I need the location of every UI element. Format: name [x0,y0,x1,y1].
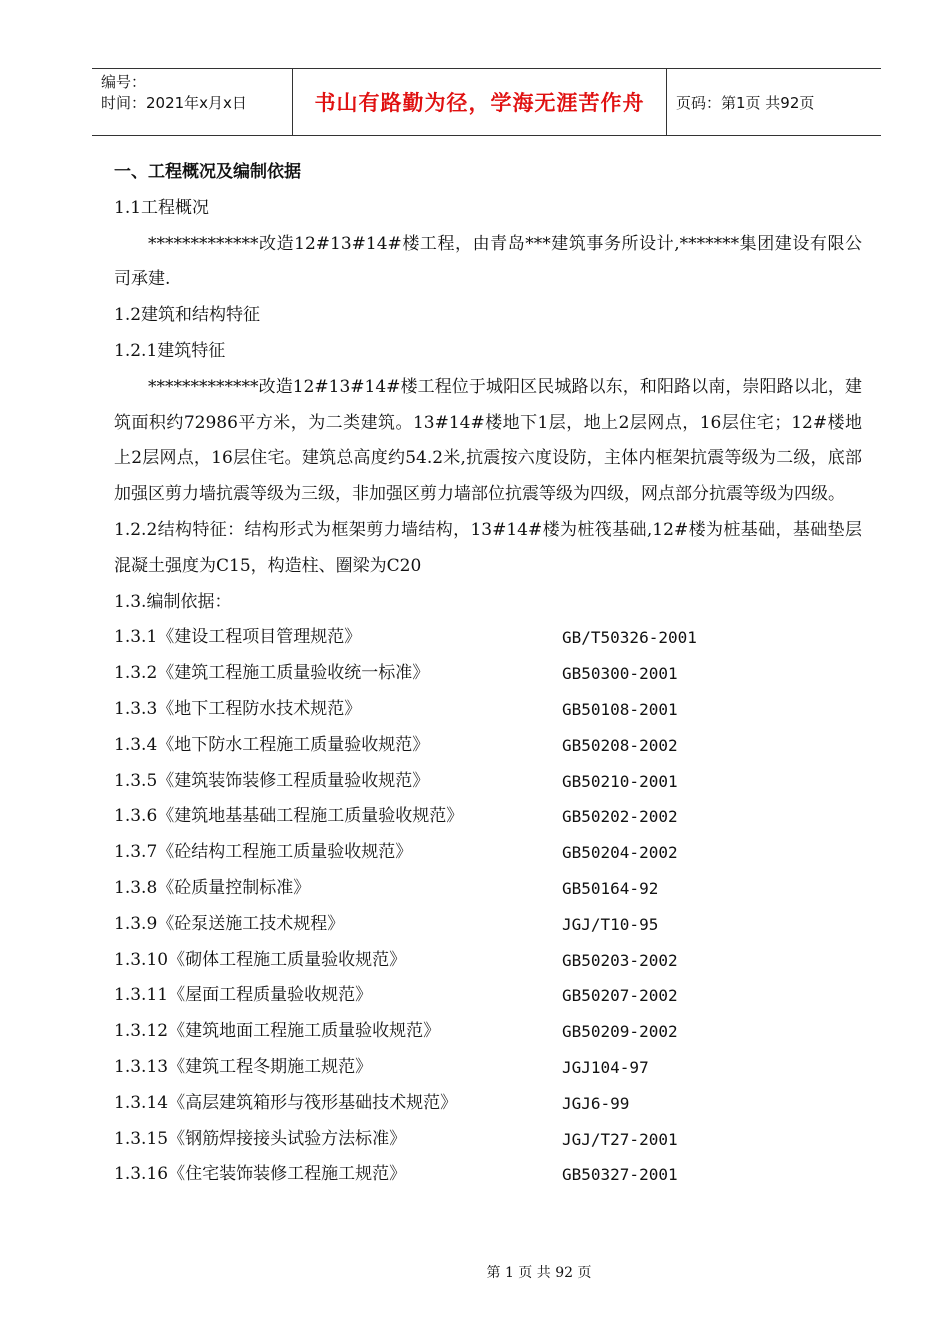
reference-title: 1.3.16《住宅装饰装修工程施工规范》 [114,1164,407,1185]
reference-item [114,764,862,800]
subsection-1-3: 1.3.编制依据： [114,591,232,612]
reference-title: 1.3.9《砼泵送施工技术规程》 [114,913,345,934]
motto-text: 书山有路勤为径，学海无涯苦作舟 [314,91,645,115]
subsection-1-2-1: 1.2.1建筑特征 [114,340,226,361]
subsection-1-2: 1.2建筑和结构特征 [114,305,261,326]
header-page-cell [667,69,881,135]
reference-title: 1.3.12《建筑地面工程施工质量验收规范》 [114,1021,441,1042]
reference-item [114,1086,862,1122]
reference-item [114,692,862,728]
reference-item [114,978,862,1014]
number-label: 编号： [101,73,147,91]
reference-title: 1.3.2《建筑工程施工质量验收统一标准》 [114,663,430,684]
header-motto-cell [293,69,667,135]
reference-item [114,943,862,979]
reference-item [114,1014,862,1050]
page-label: 页码：第1页 共92页 [676,93,815,112]
reference-code: GB50209-2002 [562,1022,678,1042]
header-meta-cell [92,69,293,135]
reference-code: GB50204-2002 [562,843,678,863]
reference-code: JGJ/T10-95 [562,914,659,934]
reference-title: 1.3.11《屋面工程质量验收规范》 [114,985,373,1006]
reference-item [114,871,862,907]
reference-item [114,728,862,764]
reference-item [114,1122,862,1158]
reference-title: 1.3.7《砼结构工程施工质量验收规范》 [114,842,413,863]
time-label: 时间：2021年x月x日 [101,94,247,112]
document-body [114,155,862,1193]
document-header [92,68,881,136]
reference-title: 1.3.13《建筑工程冬期施工规范》 [114,1056,373,1077]
paragraph-building-features: *************改造12#13#14#楼工程位于城阳区民城路以东，和阳路以南，崇阳路以北，建筑面积约72986平方米，为二类建筑。13#14#楼地下1层，地上2层网点，16层住宅；12#楼地上2层网点，16层住宅。建筑总高度约54.2米,抗震按六度设防，主体内框架抗震等级为二级，底部加强区剪力墙抗震等级为三级，非加强区剪力墙部位抗震等级为四级，网点部分抗震等级为四级。 [114,376,862,505]
reference-code: GB50108-2001 [562,699,678,719]
reference-item [114,620,862,656]
reference-code: GB50207-2002 [562,986,678,1006]
reference-code: GB50210-2001 [562,771,678,791]
reference-item [114,835,862,871]
reference-code: JGJ104-97 [562,1057,649,1077]
reference-title: 1.3.5《建筑装饰装修工程质量验收规范》 [114,770,430,791]
paragraph-structure-features: 1.2.2结构特征：结构形式为框架剪力墙结构，13#14#楼为桩筏基础,12#楼为桩基础，基础垫层混凝土强度为C15，构造柱、圈梁为C20 [114,519,862,576]
reference-title: 1.3.10《砌体工程施工质量验收规范》 [114,949,407,970]
reference-item [114,656,862,692]
reference-code: GB50203-2002 [562,950,678,970]
reference-code: GB50327-2001 [562,1165,678,1185]
reference-title: 1.3.1《建设工程项目管理规范》 [114,627,362,648]
reference-title: 1.3.6《建筑地基基础工程施工质量验收规范》 [114,806,464,827]
reference-title: 1.3.15《钢筋焊接接头试验方法标准》 [114,1128,407,1149]
reference-title: 1.3.8《砼质量控制标准》 [114,877,311,898]
reference-list [114,620,862,1193]
reference-item [114,907,862,943]
subsection-1-1: 1.1工程概况 [114,197,210,218]
reference-code: GB50202-2002 [562,807,678,827]
reference-code: GB50208-2002 [562,735,678,755]
reference-item [114,1050,862,1086]
reference-code: JGJ/T27-2001 [562,1129,678,1149]
reference-item [114,1157,862,1193]
reference-item [114,799,862,835]
reference-code: GB50164-92 [562,878,659,898]
reference-title: 1.3.4《地下防水工程施工质量验收规范》 [114,734,430,755]
reference-title: 1.3.14《高层建筑箱形与筏形基础技术规范》 [114,1092,458,1113]
paragraph-overview: *************改造12#13#14#楼工程，由青岛***建筑事务所设计,*******集团建设有限公司承建. [114,233,862,290]
reference-code: GB50300-2001 [562,664,678,684]
reference-code: JGJ6-99 [562,1093,630,1113]
reference-code: GB/T50326-2001 [562,628,697,648]
reference-title: 1.3.3《地下工程防水技术规范》 [114,698,362,719]
section-title: 一、工程概况及编制依据 [114,162,301,182]
page-footer: 第 1 页 共 92 页 [486,1265,592,1281]
